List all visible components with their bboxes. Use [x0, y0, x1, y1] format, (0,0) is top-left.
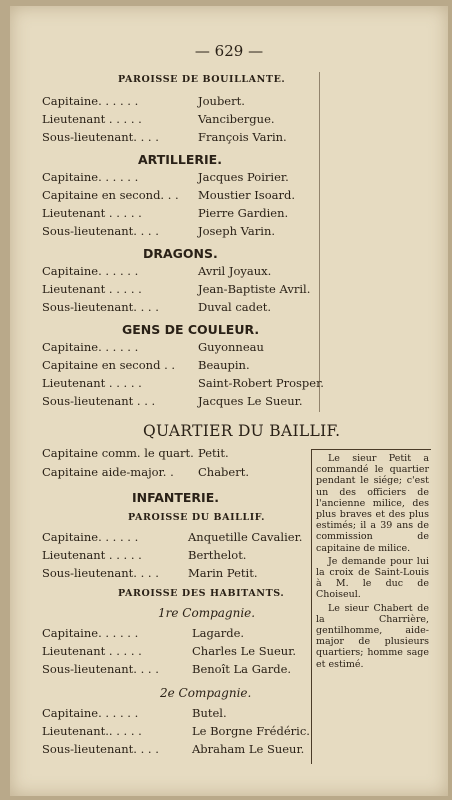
- officer-name: Avril Joyaux.: [198, 264, 272, 278]
- officer-name: Jacques Le Sueur.: [198, 394, 303, 408]
- heading-compagnie-2: 2e Compagnie.: [160, 686, 252, 700]
- role-label: Capitaine. . . . . .: [42, 264, 139, 278]
- heading-gens-de-couleur: GENS DE COULEUR.: [122, 322, 260, 337]
- heading-infanterie: INFANTERIE.: [132, 490, 219, 505]
- officer-name: Butel.: [192, 706, 227, 720]
- role-label: Capitaine. . . . . .: [42, 340, 139, 354]
- role-label: Sous-lieutenant. . . .: [42, 662, 159, 676]
- officer-name: Abraham Le Sueur.: [192, 742, 305, 756]
- sidenote-top-rule: [311, 449, 431, 450]
- sidenote-paragraph: Le sieur Petit a commandé le quartier pendant le siége; c'est un des officiers de l'ancienne milice, des plus braves et des plus estimés; il a 39 ans de commission de capitaine de milice.: [316, 453, 429, 554]
- role-label: Sous-lieutenant. . . .: [42, 566, 159, 580]
- officer-name: Berthelot.: [188, 548, 247, 562]
- role-label: Sous-lieutenant. . . .: [42, 742, 159, 756]
- sidenote-left-rule: [311, 449, 312, 764]
- officer-name: Petit.: [198, 446, 229, 460]
- role-label: Lieutenant . . . . .: [42, 112, 142, 126]
- page-number: — 629 —: [194, 42, 264, 60]
- role-label: Capitaine. . . . . .: [42, 626, 139, 640]
- role-label: Sous-lieutenant . . .: [42, 394, 156, 408]
- role-label: Capitaine. . . . . .: [42, 94, 139, 108]
- heading-paroisse-bouillante: PAROISSE DE BOUILLANTE.: [118, 74, 286, 85]
- role-label: Lieutenant . . . . .: [42, 644, 142, 658]
- sidenote: [316, 453, 429, 670]
- role-label: Lieutenant . . . . .: [42, 206, 142, 220]
- role-label: Capitaine en second. . .: [42, 188, 179, 202]
- officer-name: Pierre Gardien.: [198, 206, 289, 220]
- role-label: Capitaine aide-major. .: [42, 465, 174, 479]
- role-label: Sous-lieutenant. . . .: [42, 130, 159, 144]
- heading-dragons: DRAGONS.: [143, 246, 218, 261]
- sidenote-paragraph: Je demande pour lui la croix de Saint-Louis à M. le duc de Choiseul.: [316, 555, 429, 601]
- heading-paroisse-des-habitants: PAROISSE DES HABITANTS.: [118, 588, 285, 599]
- role-label: Capitaine en second . .: [42, 358, 176, 372]
- officer-name: Chabert.: [198, 465, 250, 479]
- role-label: Sous-lieutenant. . . .: [42, 300, 159, 314]
- heading-paroisse-du-baillif: PAROISSE DU BAILLIF.: [128, 512, 266, 523]
- officer-name: Benoît La Garde.: [192, 662, 292, 676]
- role-label: Lieutenant.. . . . .: [42, 724, 142, 738]
- officer-name: Joubert.: [198, 94, 245, 108]
- officer-name: Lagarde.: [192, 626, 245, 640]
- officer-name: Duval cadet.: [198, 300, 272, 314]
- role-label: Capitaine. . . . . .: [42, 706, 139, 720]
- book-page: [10, 6, 448, 796]
- role-label: Sous-lieutenant. . . .: [42, 224, 159, 238]
- officer-name: Jean-Baptiste Avril.: [198, 282, 311, 296]
- role-label: Capitaine comm. le quart.: [42, 446, 194, 460]
- role-label: Capitaine. . . . . .: [42, 170, 139, 184]
- margin-rule-top: [319, 72, 320, 412]
- role-label: Lieutenant . . . . .: [42, 282, 142, 296]
- heading-artillerie: ARTILLERIE.: [138, 152, 222, 167]
- role-label: Lieutenant . . . . .: [42, 376, 142, 390]
- role-label: Capitaine. . . . . .: [42, 530, 139, 544]
- officer-name: Anquetille Cavalier.: [188, 530, 303, 544]
- officer-name: Beaupin.: [198, 358, 250, 372]
- officer-name: Charles Le Sueur.: [192, 644, 297, 658]
- officer-name: Vancibergue.: [198, 112, 275, 126]
- officer-name: Jacques Poirier.: [198, 170, 289, 184]
- officer-name: Le Borgne Frédéric.: [192, 724, 310, 738]
- officer-name: Moustier Isoard.: [198, 188, 296, 202]
- officer-name: Joseph Varin.: [198, 224, 276, 238]
- officer-name: Guyonneau: [198, 340, 264, 354]
- role-label: Lieutenant . . . . .: [42, 548, 142, 562]
- heading-compagnie-1: 1re Compagnie.: [158, 606, 256, 620]
- sidenote-paragraph: Le sieur Chabert de la Charrière, gentilhomme, aide-major de plusieurs quartiers; homme sage et estimé.: [316, 602, 429, 670]
- heading-quartier-du-baillif: QUARTIER DU BAILLIF.: [143, 422, 341, 440]
- officer-name: Saint-Robert Prosper.: [198, 376, 324, 390]
- officer-name: Marin Petit.: [188, 566, 258, 580]
- officer-name: François Varin.: [198, 130, 287, 144]
